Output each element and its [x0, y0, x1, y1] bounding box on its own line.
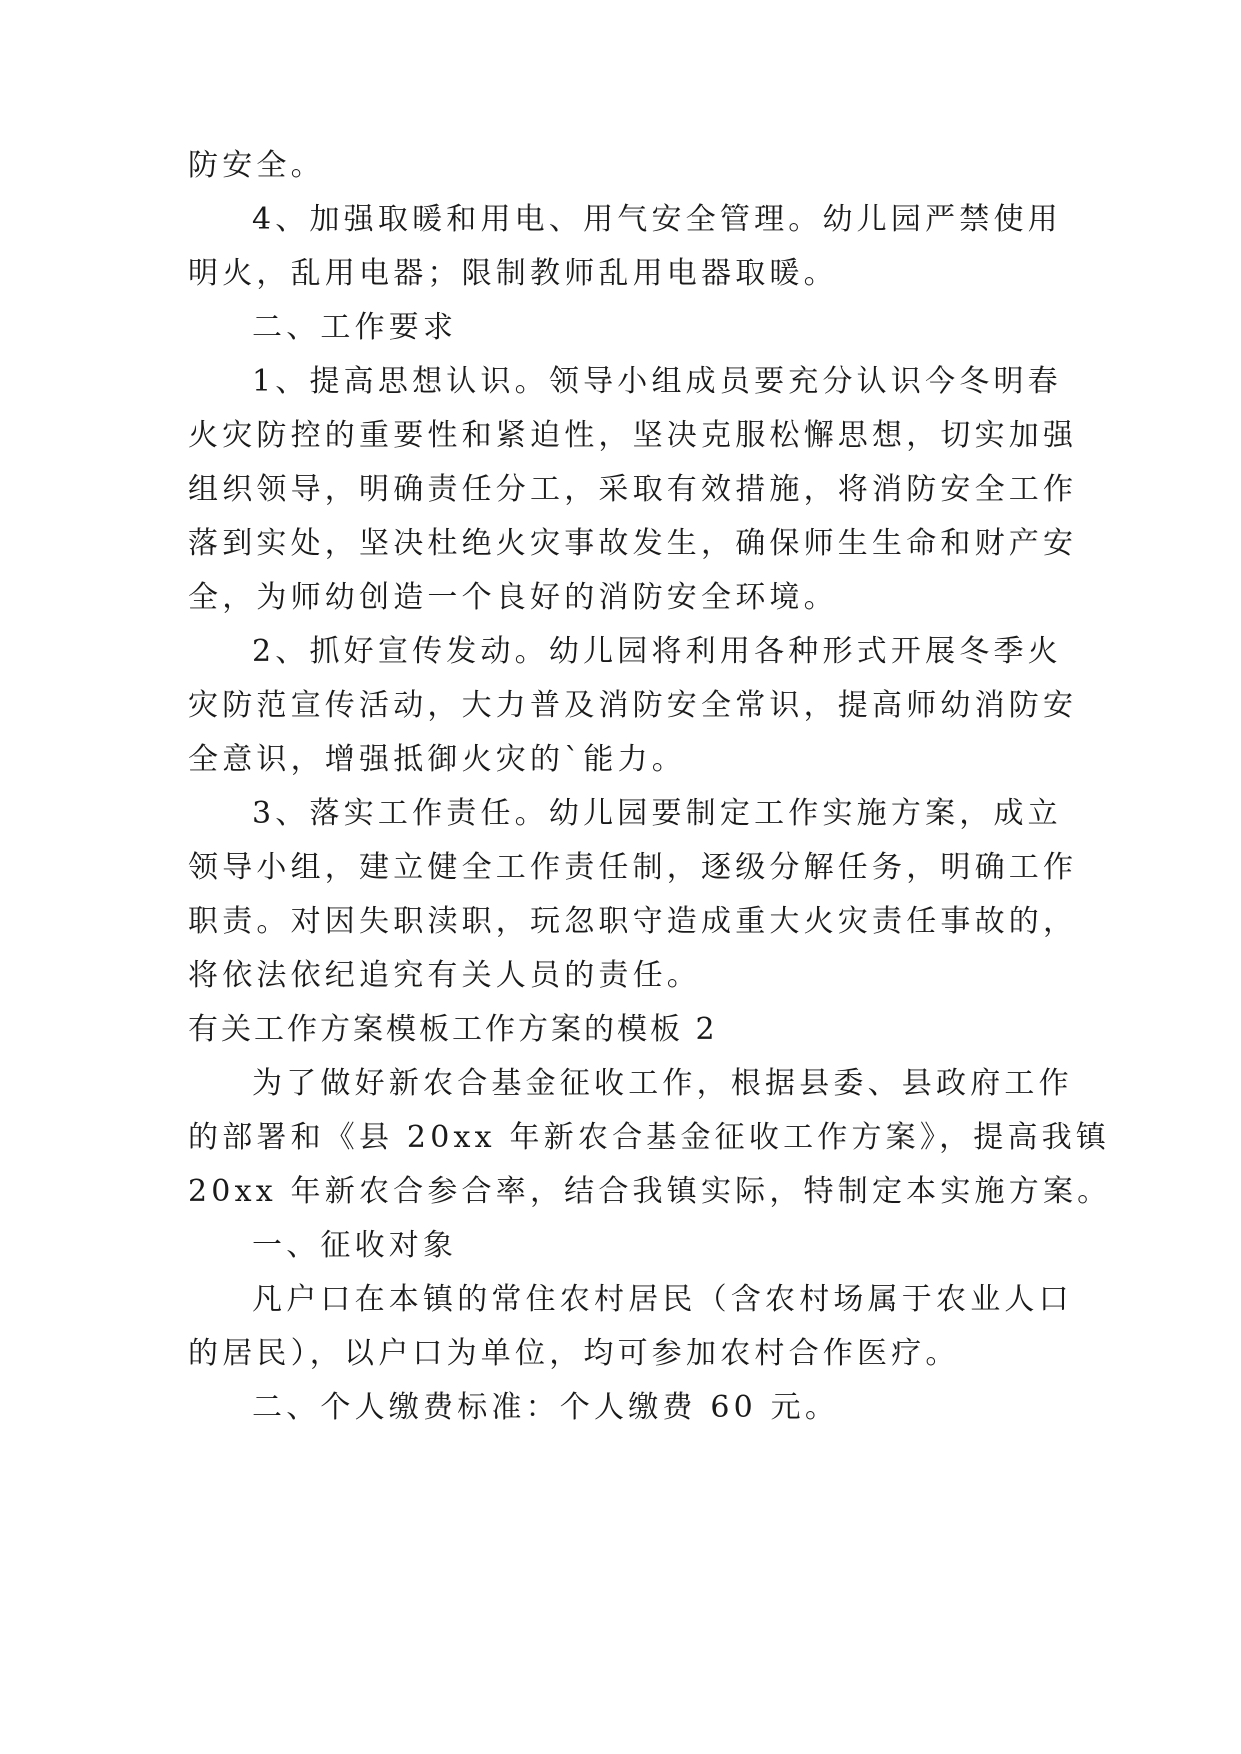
text-line: 领导小组，建立健全工作责任制，逐级分解任务，明确工作 — [188, 850, 1078, 885]
text-line: 的居民），以户口为单位，均可参加农村合作医疗。 — [188, 1336, 960, 1371]
text-line: 2、抓好宣传发动。幼儿园将利用各种形式开展冬季火 — [252, 634, 1062, 669]
text-line: 4、加强取暖和用电、用气安全管理。幼儿园严禁使用 — [252, 202, 1062, 237]
text-line: 将依法依纪追究有关人员的责任。 — [188, 958, 701, 993]
text-line: 防安全。 — [188, 148, 325, 183]
text-line: 1、提高思想认识。领导小组成员要充分认识今冬明春 — [252, 364, 1062, 399]
text-line: 全意识，增强抵御火灾的`能力。 — [188, 742, 686, 777]
text-line: 凡户口在本镇的常住农村居民（含农村场属于农业人口 — [252, 1282, 1073, 1317]
text-line: 灾防范宣传活动，大力普及消防安全常识，提高师幼消防安 — [188, 688, 1078, 723]
document-title: 有关工作方案模板工作方案的模板 2 — [188, 1012, 718, 1047]
text-line: 20xx 年新农合参合率，结合我镇实际，特制定本实施方案。 — [188, 1174, 1112, 1209]
text-line: 明火，乱用电器；限制教师乱用电器取暖。 — [188, 256, 838, 291]
section-heading: 一、征收对象 — [252, 1228, 458, 1263]
section-heading: 二、个人缴费标准：个人缴费 60 元。 — [252, 1390, 840, 1425]
text-line: 的部署和《县 20xx 年新农合基金征收工作方案》，提高我镇 — [188, 1120, 1111, 1155]
text-line: 职责。对因失职渎职，玩忽职守造成重大火灾责任事故的， — [188, 904, 1078, 939]
text-line: 组织领导，明确责任分工，采取有效措施，将消防安全工作 — [188, 472, 1078, 507]
text-line: 火灾防控的重要性和紧迫性，坚决克服松懈思想，切实加强 — [188, 418, 1078, 453]
text-line: 落到实处，坚决杜绝火灾事故发生，确保师生生命和财产安 — [188, 526, 1078, 561]
text-line: 全，为师幼创造一个良好的消防安全环境。 — [188, 580, 838, 615]
section-heading: 二、工作要求 — [252, 310, 458, 345]
text-line: 3、落实工作责任。幼儿园要制定工作实施方案，成立 — [252, 796, 1062, 831]
text-line: 为了做好新农合基金征收工作，根据县委、县政府工作 — [252, 1066, 1073, 1101]
